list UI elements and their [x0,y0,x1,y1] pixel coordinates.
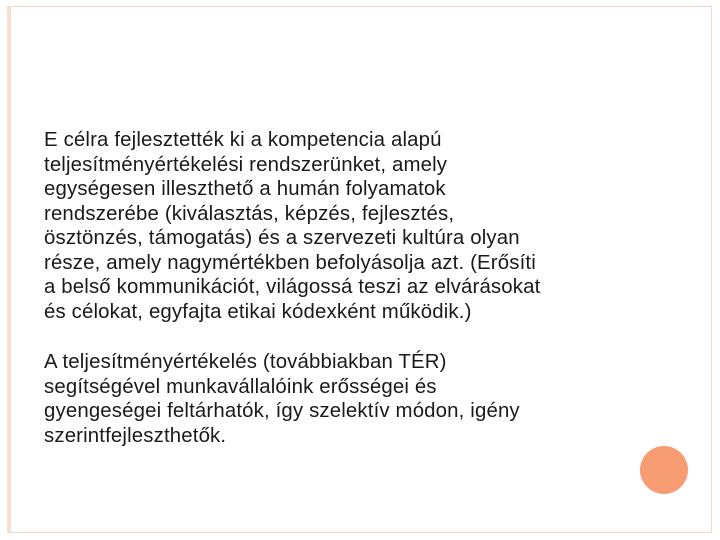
accent-circle [640,446,688,494]
slide-left-band [7,6,11,533]
slide-body-text [44,128,644,448]
paragraph-performance-evaluation: A teljesítményértékelés (továbbiakban TÉR) segítségével munkavállalóink erősségei és gyengeségei feltárhatók, így szelektív módon, igény szerintfejleszthetők. [44,351,520,447]
paragraph-competency-system: E célra fejlesztették ki a kompetencia alapú teljesítményértékelési rendszerünket, amely egységesen illeszthető a humán folyamatok rendszerébe (kiválasztás, képzés, fejlesztés, ösztönzés, támogatás) és a szervezeti kultúra olyan része, amely nagymértékben befolyásolja azt. (Erősíti a belső kommunikációt, világossá teszi az elvárásokat és célokat, egyfajta etikai kódexként működik.) [44,129,541,323]
